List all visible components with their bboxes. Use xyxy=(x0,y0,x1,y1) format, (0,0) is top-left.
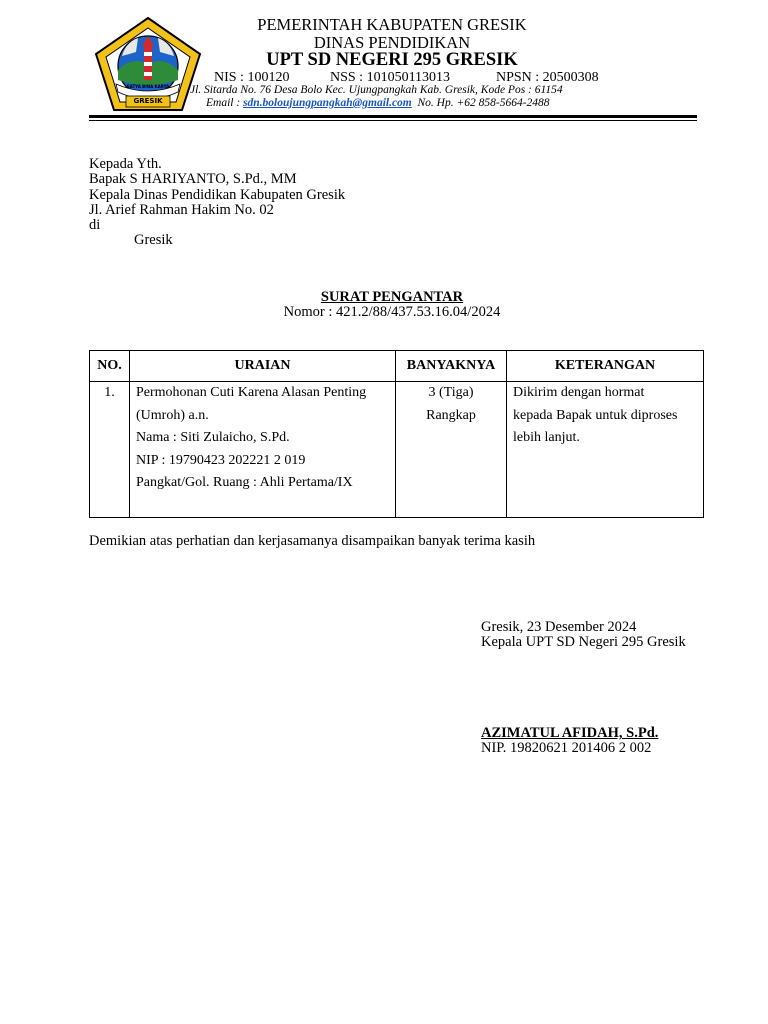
school-address: Jl. Sitarda No. 76 Desa Bolo Kec. Ujungpangkah Kab. Gresik, Kode Pos : 61154 xyxy=(190,84,563,96)
recipient-address: Jl. Arief Rahman Hakim No. 02 xyxy=(89,201,274,218)
recipient-di: di xyxy=(89,217,101,234)
contact-line xyxy=(206,97,550,109)
uraian-line: NIP : 19790423 202221 2 019 xyxy=(136,452,306,468)
recipient-position: Kepala Dinas Pendidikan Kabupaten Gresik xyxy=(89,186,346,203)
banyaknya-line: 3 (Tiga) xyxy=(428,385,474,400)
recipient-salutation: Kepada Yth. xyxy=(89,156,162,172)
letterhead-rule-thin xyxy=(89,120,697,121)
recipient-name: Bapak S HARIYANTO, S.Pd., MM xyxy=(89,171,297,188)
closing-sentence: Demikian atas perhatian dan kerjasamanya disampaikan banyak terima kasih xyxy=(89,533,536,549)
cell-banyaknya xyxy=(396,382,507,518)
email-label: Email : xyxy=(206,97,241,109)
letterhead-school: UPT SD NEGERI 295 GRESIK xyxy=(266,50,518,70)
letterhead-government: PEMERINTAH KABUPATEN GRESIK xyxy=(257,15,527,34)
uraian-line: Pangkat/Gol. Ruang : Ahli Pertama/IX xyxy=(136,475,353,490)
cell-uraian xyxy=(130,382,396,518)
letter-number: Nomor : 421.2/88/437.53.16.04/2024 xyxy=(283,304,501,320)
table-header-row xyxy=(90,351,704,382)
signer-position: Kepala UPT SD Negeri 295 Gresik xyxy=(481,634,686,651)
email-link[interactable]: sdn.boloujungpangkah@gmail.com xyxy=(243,97,412,109)
nis: NIS : 100120 xyxy=(214,70,290,85)
cell-no xyxy=(90,382,130,518)
phone: No. Hp. +62 858-5664-2488 xyxy=(417,97,550,109)
letterhead-rule-thick xyxy=(89,115,697,118)
header-keterangan: KETERANGAN xyxy=(507,351,704,382)
emblem-motto: SATYA BINA KARYA xyxy=(126,84,170,89)
keterangan-line: lebih lanjut. xyxy=(513,430,580,445)
letterhead-department: DINAS PENDIDIKAN xyxy=(313,33,471,52)
header-no: NO. xyxy=(90,351,130,382)
header-uraian: URAIAN xyxy=(130,351,396,382)
npsn: NPSN : 20500308 xyxy=(496,70,599,85)
emblem-text: GRESIK xyxy=(133,97,163,105)
signer-nip: NIP. 19820621 201406 2 002 xyxy=(481,740,652,756)
letter-title: SURAT PENGANTAR xyxy=(320,289,464,305)
place-date: Gresik, 23 Desember 2024 xyxy=(481,619,637,635)
signer-name: AZIMATUL AFIDAH, S.Pd. xyxy=(481,725,659,741)
uraian-line: Nama : Siti Zulaicho, S.Pd. xyxy=(136,430,290,445)
signature-block xyxy=(481,620,686,651)
keterangan-line: Dikirim dengan hormat xyxy=(513,385,645,400)
uraian-line: (Umroh) a.n. xyxy=(136,407,209,423)
keterangan-line: kepada Bapak untuk diproses xyxy=(513,407,678,423)
uraian-line: Permohonan Cuti Karena Alasan Penting xyxy=(136,385,367,400)
banyaknya-line: Rangkap xyxy=(426,407,476,423)
recipient-block xyxy=(89,157,345,249)
header-banyaknya: BANYAKNYA xyxy=(396,351,507,382)
row-number: 1. xyxy=(104,385,115,400)
recipient-city: Gresik xyxy=(134,232,173,249)
cell-keterangan xyxy=(507,382,704,518)
nss: NSS : 101050113013 xyxy=(330,70,451,85)
table-row xyxy=(90,382,704,518)
letter-table xyxy=(89,350,704,518)
